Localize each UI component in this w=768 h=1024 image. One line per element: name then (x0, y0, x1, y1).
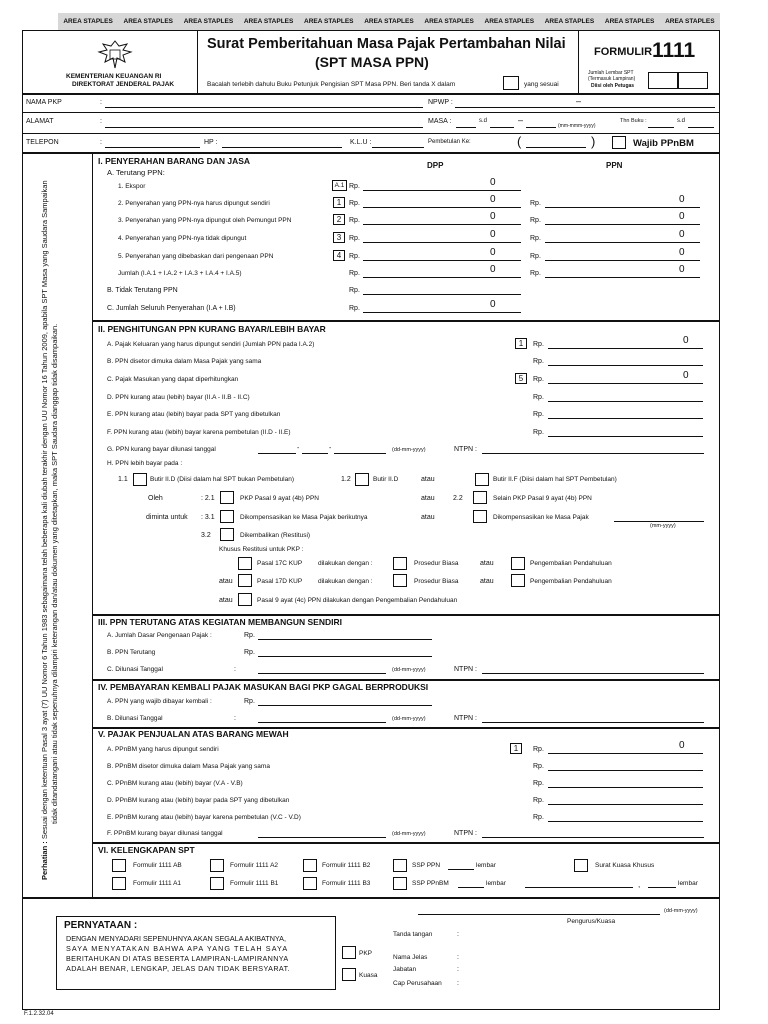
ssp-ppnbm-checkbox[interactable] (393, 877, 407, 890)
masa-to-field[interactable] (490, 127, 514, 128)
example-checkbox (503, 76, 519, 90)
amount-value: 0 (683, 335, 689, 346)
formulir-b3-checkbox[interactable] (303, 877, 317, 890)
row-code-box: 5 (515, 373, 527, 384)
pernyataan-line: SAYA MENYATAKAN BAHWA APA YANG TELAH SAYA (66, 944, 289, 953)
thn-buku-to-field[interactable] (688, 127, 714, 128)
pasal-17d-checkbox[interactable] (238, 574, 252, 587)
staples-label: AREA STAPLES (544, 18, 595, 25)
row-label: D. PPnBM kurang atau (lebih) bayar pada SPT yang dibetulkan (107, 797, 290, 804)
klu-label: K.L.U : (350, 139, 372, 146)
npwp-field[interactable] (455, 107, 715, 108)
amount-field[interactable] (548, 401, 703, 402)
pernyataan-line: ADALAH BENAR, LENGKAP, JELAS DAN TIDAK BERSYARAT. (66, 964, 290, 973)
nama-pkp-field[interactable] (105, 107, 423, 108)
tanggal-day-field[interactable] (258, 453, 296, 454)
staples-label: AREA STAPLES (243, 18, 294, 25)
section-ii-title: II. PENGHITUNGAN PPN KURANG BAYAR/LEBIH BAYAR (98, 324, 326, 334)
staples-label: AREA STAPLES (484, 18, 535, 25)
kompensasi-masa-field[interactable] (614, 521, 704, 522)
kompensasi-2-checkbox[interactable] (473, 510, 487, 523)
row-code-box: A.1 (332, 180, 347, 191)
directorate-name: DIREKTORAT JENDERAL PAJAK (72, 81, 175, 88)
side-note-line: tidak ditandatangani atau tidak sepenuhnya dilampiri keterangan dan/atau dokumen yang ditetapkan, maka SPT Saudara dianggap tidak disampaikan. (50, 323, 59, 824)
selain-pkp-checkbox[interactable] (473, 491, 487, 504)
dpp-value: 0 (490, 247, 496, 258)
pernyataan-tanggal-field[interactable] (418, 914, 660, 915)
row-code-box: 1 (515, 338, 527, 349)
row-label: C. Pajak Masukan yang dapat diperhitungkan (107, 376, 239, 383)
amount-field[interactable] (548, 348, 703, 349)
amount-field[interactable] (548, 804, 703, 805)
amount-field[interactable] (548, 770, 703, 771)
thn-buku-from-field[interactable] (648, 127, 674, 128)
ssp-ppn-checkbox[interactable] (393, 859, 407, 872)
tanggal-year-field[interactable] (334, 453, 386, 454)
amount-field[interactable] (548, 418, 703, 419)
terutang-ppn-label: A. Terutang PPN: (107, 168, 165, 177)
tidak-terutang-label: B. Tidak Terutang PPN (107, 287, 178, 294)
dpp-value: 0 (490, 211, 496, 222)
dpp-field[interactable] (363, 190, 521, 191)
ppn-field[interactable] (545, 224, 700, 225)
lembar-spt-field[interactable] (648, 72, 678, 89)
formulir-a2-checkbox[interactable] (210, 859, 224, 872)
form-code: F.1.2.32.04 (24, 1011, 54, 1017)
lampiran-lain-lembar-field[interactable] (648, 887, 676, 888)
row-label: 1. Ekspor (118, 183, 146, 190)
butir-iid-checkbox[interactable] (133, 473, 147, 486)
ntpn-iv-field[interactable] (482, 722, 704, 723)
ministry-name: KEMENTERIAN KEUANGAN RI (66, 73, 162, 80)
alamat-label: ALAMAT (26, 118, 54, 125)
side-note-title: Perhatian : (40, 841, 49, 880)
kurang-bayar-label: G. PPN kurang bayar dilunasi tanggal (107, 446, 216, 453)
formulir-number: 1111 (652, 39, 696, 62)
petugas-label: Diisi oleh Petugas (591, 83, 635, 89)
amount-value: 0 (679, 740, 685, 751)
lebih-bayar-label: H. PPN lebih bayar pada : (107, 460, 183, 467)
row-label: 2. Penyerahan yang PPN-nya harus dipungut sendiri (118, 200, 270, 207)
side-note (40, 160, 60, 880)
butir-iid-2-checkbox[interactable] (355, 473, 369, 486)
kuasa-checkbox[interactable] (342, 968, 356, 981)
ntpn-label: NTPN : (454, 446, 477, 453)
row-code-box: 2 (333, 214, 345, 225)
staples-label: AREA STAPLES (123, 18, 173, 25)
pembetulan-field[interactable] (526, 147, 586, 148)
wajib-ppnbm-checkbox[interactable] (612, 136, 626, 149)
dpp-field[interactable] (363, 260, 521, 261)
ssp-ppnbm-lembar-field[interactable] (458, 887, 484, 888)
row-label: 5. Penyerahan yang dibebaskan dari pengenaan PPN (118, 253, 274, 260)
formulir-b1-checkbox[interactable] (210, 877, 224, 890)
form-title: Surat Pemberitahuan Masa Pajak Pertambahan Nilai (207, 36, 566, 52)
amount-value: 0 (683, 370, 689, 381)
masa-label: MASA : (428, 118, 452, 125)
pernyataan-line: DENGAN MENYADARI SEPENUHNYA AKAN SEGALA AKIBATNYA, (66, 934, 286, 943)
lembar-spt-field[interactable] (678, 72, 708, 89)
pasal-17c-checkbox[interactable] (238, 557, 252, 570)
dpp-header: DPP (427, 161, 444, 170)
formulir-b2-checkbox[interactable] (303, 859, 317, 872)
dpp-field[interactable] (363, 277, 521, 278)
amount-field[interactable] (548, 787, 703, 788)
amount-field[interactable] (548, 383, 703, 384)
kompensasi-checkbox[interactable] (220, 510, 234, 523)
klu-field[interactable] (372, 147, 424, 148)
dpp-value: 0 (490, 177, 496, 188)
staples-label: AREA STAPLES (364, 18, 414, 25)
amount-field[interactable] (548, 365, 703, 366)
row-label: B. PPN disetor dimuka dalam Masa Pajak yang sama (107, 358, 262, 365)
row-code-box: 4 (333, 250, 345, 261)
pengembalian-2-checkbox[interactable] (511, 574, 525, 587)
row-label: 4. Penyerahan yang PPN-nya tidak dipungut (118, 235, 247, 242)
row-code-box: 3 (333, 232, 345, 243)
hp-field[interactable] (222, 147, 342, 148)
tanggal-month-field[interactable] (302, 453, 328, 454)
row-label: E. PPN kurang atau (lebih) bayar pada SPT yang dibetulkan (107, 411, 281, 418)
ppn-value: 0 (679, 264, 685, 275)
telepon-label: TELEPON (26, 139, 59, 146)
row-label: F. PPN kurang atau (lebih) bayar karena pembetulan (II.D - II.E) (107, 429, 291, 436)
nama-pkp-label: NAMA PKP (26, 99, 62, 106)
telepon-field[interactable] (105, 147, 200, 148)
amount-field[interactable] (548, 436, 703, 437)
dpp-field[interactable] (363, 224, 521, 225)
dpp-value: 0 (490, 194, 496, 205)
row-label: E. PPnBM kurang atau (lebih) bayar karena pembetulan (V.C - V.D) (107, 814, 301, 821)
ntpn-membangun-field[interactable] (482, 673, 704, 674)
section-i-title: I. PENYERAHAN BARANG DAN JASA (98, 156, 251, 166)
ppn-value: 0 (679, 229, 685, 240)
dilunasi-tanggal-iv-field[interactable] (258, 722, 386, 723)
amount-field[interactable] (548, 753, 703, 754)
staples-label: AREA STAPLES (604, 18, 655, 25)
prosedur-biasa-checkbox[interactable] (393, 557, 407, 570)
ppnbm-dilunasi-field[interactable] (258, 837, 386, 838)
pembetulan-label: Pembetulan Ke: (428, 139, 471, 145)
pasal-9-checkbox[interactable] (238, 593, 252, 606)
tidak-terutang-field[interactable] (363, 294, 521, 295)
masa-from-field[interactable] (456, 127, 476, 128)
pkp-checkbox[interactable] (342, 946, 356, 959)
wajib-ppnbm-label: Wajib PPnBM (633, 138, 694, 149)
hp-label: HP : (204, 139, 218, 146)
prosedur-biasa-2-checkbox[interactable] (393, 574, 407, 587)
ppn-membangun-field[interactable] (258, 656, 432, 657)
staples-label: AREA STAPLES (665, 18, 715, 25)
staples-area-bar (58, 13, 720, 30)
dpp-field[interactable] (363, 207, 521, 208)
ppn-field[interactable] (545, 207, 700, 208)
form-subtitle: (SPT MASA PPN) (315, 54, 429, 70)
ssp-ppn-lembar-field[interactable] (448, 869, 474, 870)
section-vi-title: VI. KELENGKAPAN SPT (98, 845, 195, 855)
pernyataan-title: PERNYATAAN : (64, 920, 138, 931)
surat-kuasa-checkbox[interactable] (574, 859, 588, 872)
row-label: A. PPnBM yang harus dipungut sendiri (107, 746, 219, 753)
ppn-value: 0 (679, 211, 685, 222)
jumlah-penyerahan-label: C. Jumlah Seluruh Penyerahan (I.A + I.B) (107, 305, 236, 312)
side-note-line: Sesuai dengan ketentuan Pasal 3 ayat (7) UU Nomor 6 Tahun 1983 sebagaimana telah beberapa kali diubah terakhir dengan UU Nomor 16 Tahun 2009, apabila SPT Masa yang Saudara Sampaikan (40, 180, 49, 840)
npwp-label: NPWP : (428, 99, 453, 106)
dpp-field[interactable] (363, 242, 521, 243)
staples-label: AREA STAPLES (183, 18, 234, 25)
ppn-value: 0 (679, 194, 685, 205)
ppn-field[interactable] (545, 260, 700, 261)
instruction-end: yang sesuai (524, 81, 559, 88)
ppn-value: 0 (679, 247, 685, 258)
row-label: C. PPnBM kurang atau (lebih) bayar (V.A - V.B) (107, 780, 243, 787)
section-iv-title: IV. PEMBAYARAN KEMBALI PAJAK MASUKAN BAGI PKP GAGAL BERPRODUKSI (98, 682, 429, 692)
dpp-value: 0 (490, 264, 496, 275)
row-label: D. PPN kurang atau (lebih) bayar (II.A - II.B - II.C) (107, 394, 250, 401)
staples-label: AREA STAPLES (63, 18, 113, 25)
staples-label: AREA STAPLES (304, 18, 354, 25)
section-iii-title: III. PPN TERUTANG ATAS KEGIATAN MEMBANGUN SENDIRI (98, 617, 342, 627)
row-label: A. Pajak Keluaran yang harus dipungut sendiri (Jumlah PPN pada I.A.2) (107, 341, 315, 348)
jumlah-penyerahan-field[interactable] (363, 312, 521, 313)
formulir-label: FORMULIR (594, 46, 653, 58)
ppn-field[interactable] (545, 277, 700, 278)
ntpn-v-field[interactable] (482, 837, 704, 838)
alamat-field[interactable] (105, 127, 423, 128)
row-code-box: 1 (333, 197, 345, 208)
ppn-field[interactable] (545, 242, 700, 243)
row-label: B. PPnBM disetor dimuka dalam Masa Pajak yang sama (107, 763, 270, 770)
pkp-4b-checkbox[interactable] (220, 491, 234, 504)
staples-label: AREA STAPLES (424, 18, 474, 25)
row-label: 3. Penyerahan yang PPN-nya dipungut oleh Pemungut PPN (118, 217, 292, 224)
ppn-dibayar-kembali-field[interactable] (258, 705, 432, 706)
restitusi-checkbox[interactable] (220, 528, 234, 541)
pengembalian-checkbox[interactable] (511, 557, 525, 570)
lampiran-lain-field[interactable] (525, 887, 633, 888)
masa-year-field[interactable] (526, 127, 556, 128)
butir-iif-checkbox[interactable] (475, 473, 489, 486)
garuda-logo-icon (95, 38, 135, 72)
ntpn-field[interactable] (482, 453, 704, 454)
section-v-title: V. PAJAK PENJUALAN ATAS BARANG MEWAH (98, 729, 289, 739)
thn-buku-label: Thn Buku : (620, 118, 647, 124)
row-label: Jumlah (I.A.1 + I.A.2 + I.A.3 + I.A.4 + I.A.5) (118, 270, 242, 277)
dpp-membangun-field[interactable] (258, 639, 432, 640)
dilunasi-tanggal-field[interactable] (258, 673, 386, 674)
formulir-a1-checkbox[interactable] (112, 877, 126, 890)
pernyataan-line: BERITAHUKAN DI ATAS BESERTA LAMPIRAN-LAMPIRANNYA (66, 954, 289, 963)
formulir-ab-checkbox[interactable] (112, 859, 126, 872)
amount-field[interactable] (548, 821, 703, 822)
lampiran-label: Jumlah Lembar SPT (Termasuk Lampiran) (588, 70, 636, 82)
ppn-header: PPN (606, 161, 623, 170)
dpp-value: 0 (490, 229, 496, 240)
instruction-text: Bacalah terlebih dahulu Buku Petunjuk Pengisian SPT Masa PPN. Beri tanda X dalam (207, 81, 456, 88)
jumlah-penyerahan-value: 0 (490, 299, 496, 310)
row-code-box: 1 (510, 743, 522, 754)
